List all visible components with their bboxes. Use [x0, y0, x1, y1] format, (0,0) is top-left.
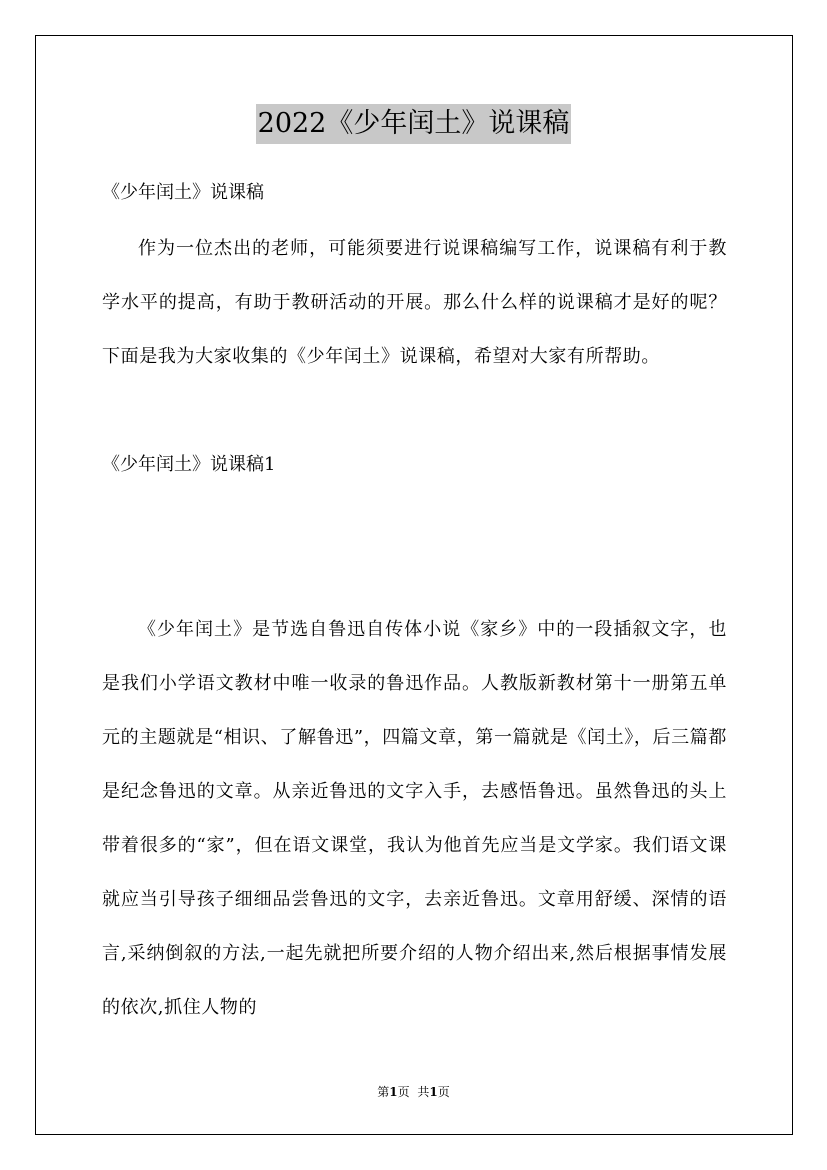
subsection-heading: 《少年闰土》说课稿1	[102, 454, 276, 475]
footer-page-number: 1	[389, 1085, 398, 1099]
footer-total-pages: 1	[429, 1085, 438, 1099]
footer-total-prefix: 共	[417, 1085, 430, 1099]
section-heading: 《少年闰土》说课稿	[102, 182, 264, 203]
footer-page-suffix: 页	[397, 1085, 410, 1099]
intro-paragraph: 作为一位杰出的老师，可能须要进行说课稿编写工作，说课稿有利于教学水平的提高，有助于教研活动的开展。那么什么样的说课稿才是好的呢？下面是我为大家收集的《少年闰土》说课稿，希望对大家有所帮助。	[102, 238, 727, 367]
title-container	[0, 104, 827, 144]
footer-total-suffix: 页	[437, 1085, 450, 1099]
footer-page-prefix: 第	[377, 1085, 390, 1099]
document-title: 2022《少年闰土》说课稿	[256, 104, 572, 144]
body-paragraph: 《少年闰土》是节选自鲁迅自传体小说《家乡》中的一段插叙文字，也是我们小学语文教材中唯一收录的鲁迅作品。人教版新教材第十一册第五单元的主题就是“相识、了解鲁迅”，四篇文章，第一篇就是《闰土》，后三篇都是纪念鲁迅的文章。从亲近鲁迅的文字入手，去感悟鲁迅。虽然鲁迅的头上带着很多的“家”，但在语文课堂，我认为他首先应当是文学家。我们语文课就应当引导孩子细细品尝鲁迅的文字，去亲近鲁迅。文章用舒缓、深情的语言,采纳倒叙的方法,一起先就把所要介绍的人物介绍出来,然后根据事情发展的依次,抓住人物的	[102, 619, 727, 1018]
page-footer	[0, 1084, 827, 1100]
